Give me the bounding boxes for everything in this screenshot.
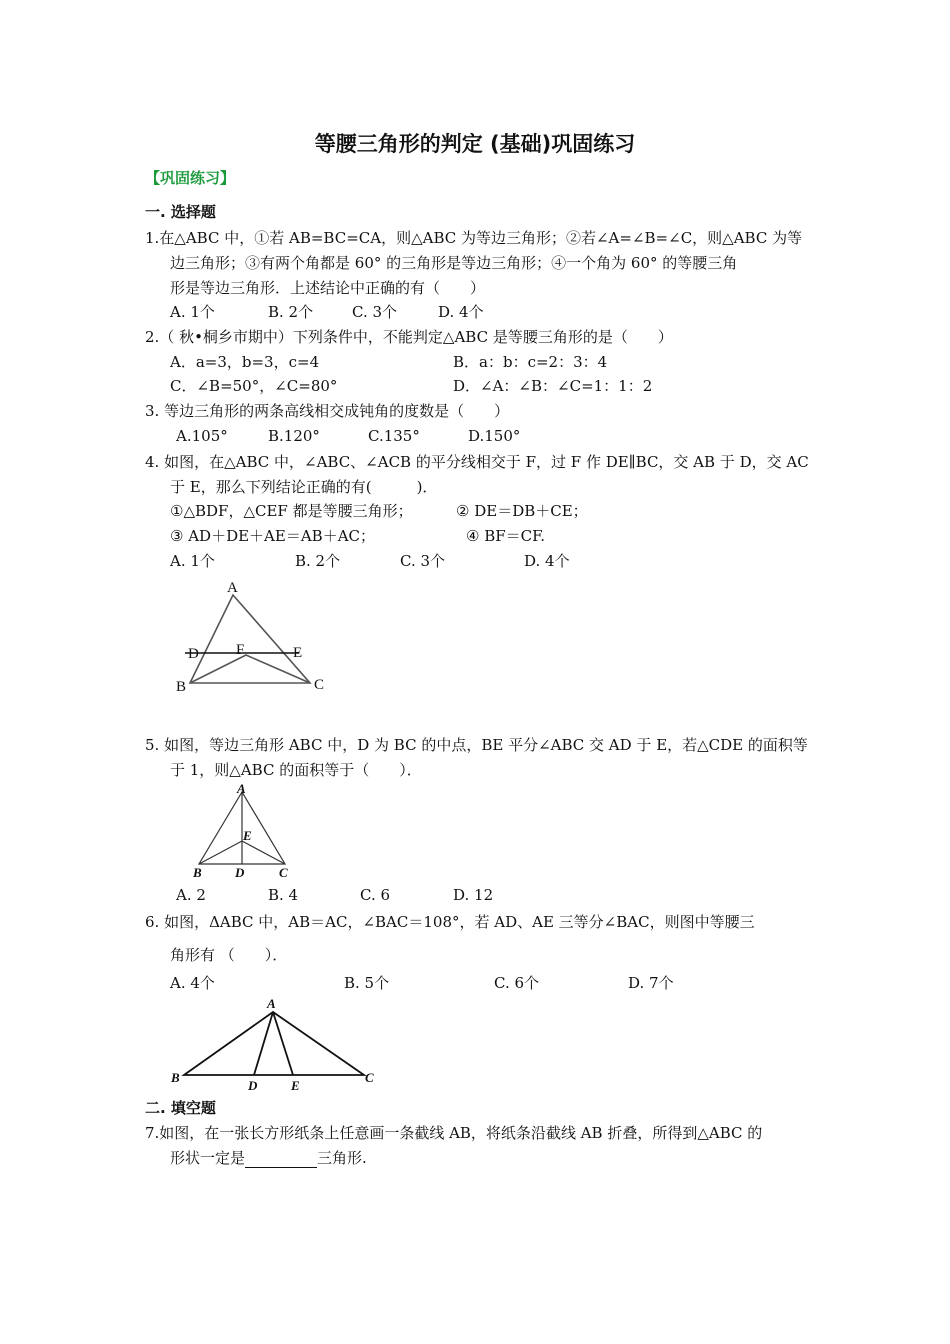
- q4-label: D: [188, 646, 199, 662]
- q3-option: A.105°: [176, 427, 228, 445]
- q4-line: 于 E，那么下列结论正确的有( )．: [170, 478, 438, 496]
- q1-line: 形是等边三角形．上述结论中正确的有（ ）: [170, 279, 486, 297]
- q5-label: B: [193, 865, 202, 880]
- q7-line: 7.如图，在一张长方形纸条上任意画一条截线 AB，将纸条沿截线 AB 折叠，所得到△ABC 的: [145, 1124, 763, 1142]
- q1-option: C. 3个: [352, 303, 398, 321]
- q1-line: 边三角形；③有两个角都是 60° 的三角形是等边三角形；④一个角为 60° 的等腰三角: [170, 254, 738, 272]
- q4-triangle-abc: [190, 595, 310, 683]
- q6-option: C. 6个: [494, 974, 540, 992]
- q5-line: 5. 如图，等边三角形 ABC 中，D 为 BC 的中点，BE 平分∠ABC 交 AD 于 E，若△CDE 的面积等: [145, 736, 808, 754]
- q4-bisectors: [190, 655, 310, 683]
- q3-option: C.135°: [368, 427, 420, 445]
- page-title: 等腰三角形的判定 (基础)巩固练习: [314, 132, 636, 156]
- q6-option: D. 7个: [628, 974, 674, 992]
- q4-statement: ③ AD＋DE＋AE＝AB＋AC；: [170, 527, 375, 545]
- q4-label: A: [227, 580, 238, 596]
- q2-option: D．∠A：∠B：∠C=1：1：2: [453, 377, 653, 395]
- part2-heading: 二. 填空题: [145, 1099, 216, 1117]
- q5-figure: [199, 792, 285, 864]
- q7-text: 形状一定是: [170, 1149, 246, 1167]
- q4-option: A. 1个: [170, 552, 215, 570]
- q5-option: B. 4: [268, 886, 299, 904]
- q5-line: 于 1，则△ABC 的面积等于（ ）．: [170, 761, 422, 779]
- q4-statement: ①△BDF，△CEF 都是等腰三角形；: [170, 502, 413, 520]
- q4-option: D. 4个: [524, 552, 570, 570]
- q6-label: D: [248, 1078, 258, 1093]
- q6-option: B. 5个: [344, 974, 390, 992]
- q1-option: B. 2个: [268, 303, 314, 321]
- q6-line: 角形有 （ ）．: [170, 946, 288, 964]
- q4-label: E: [293, 645, 303, 661]
- q4-option: B. 2个: [295, 552, 341, 570]
- q5-label: E: [243, 828, 252, 843]
- q6-label: C: [365, 1070, 374, 1085]
- q5-label: C: [279, 865, 288, 880]
- q4-figure: [185, 595, 310, 683]
- q6-option: A. 4个: [170, 974, 215, 992]
- q6-figure: [184, 1012, 364, 1075]
- q1-option: D. 4个: [438, 303, 484, 321]
- q3-line: 3. 等边三角形的两条高线相交成钝角的度数是（ ）: [145, 402, 510, 420]
- q4-statement: ② DE＝DB＋CE；: [456, 502, 588, 520]
- q4-label: B: [176, 679, 187, 695]
- q5-option: A. 2: [176, 886, 206, 904]
- q5-option: C. 6: [360, 886, 391, 904]
- q6-line: 6. 如图，ΔABC 中，AB＝AC，∠BAC＝108°，若 AD、AE 三等分∠BAC，则图中等腰三: [145, 913, 755, 931]
- q5-option: D. 12: [453, 886, 494, 904]
- q2-option: A．a=3，b=3，c=4: [170, 353, 320, 371]
- q4-statement: ④ BF＝CF.: [466, 527, 545, 545]
- q6-label: E: [291, 1078, 300, 1093]
- q4-option: C. 3个: [400, 552, 446, 570]
- q1-line: 1.在△ABC 中，①若 AB=BC=CA，则△ABC 为等边三角形；②若∠A=∠B=∠C，则△ABC 为等: [145, 229, 803, 247]
- q5-label: A: [237, 781, 246, 796]
- q2-option: C．∠B=50°，∠C=80°: [170, 377, 338, 395]
- q2-line: 2.（ 秋•桐乡市期中）下列条件中，不能判定△ABC 是等腰三角形的是（ ）: [145, 328, 673, 346]
- q3-option: D.150°: [468, 427, 521, 445]
- q1-option: A. 1个: [170, 303, 215, 321]
- section-tag: 【巩固练习】: [145, 169, 236, 187]
- q3-option: B.120°: [268, 427, 320, 445]
- q5-label: D: [235, 865, 245, 880]
- q4-label: C: [314, 677, 325, 693]
- q4-label: F: [236, 642, 245, 658]
- part1-heading: 一. 选择题: [145, 203, 216, 221]
- q6-label: B: [171, 1070, 180, 1085]
- q6-label: A: [267, 996, 276, 1011]
- q2-option: B．a：b：c=2：3：4: [453, 353, 608, 371]
- q4-line: 4. 如图，在△ABC 中，∠ABC、∠ACB 的平分线相交于 F，过 F 作 DE∥BC，交 AB 于 D，交 AC: [145, 453, 809, 471]
- q7-text: 三角形.: [317, 1149, 367, 1167]
